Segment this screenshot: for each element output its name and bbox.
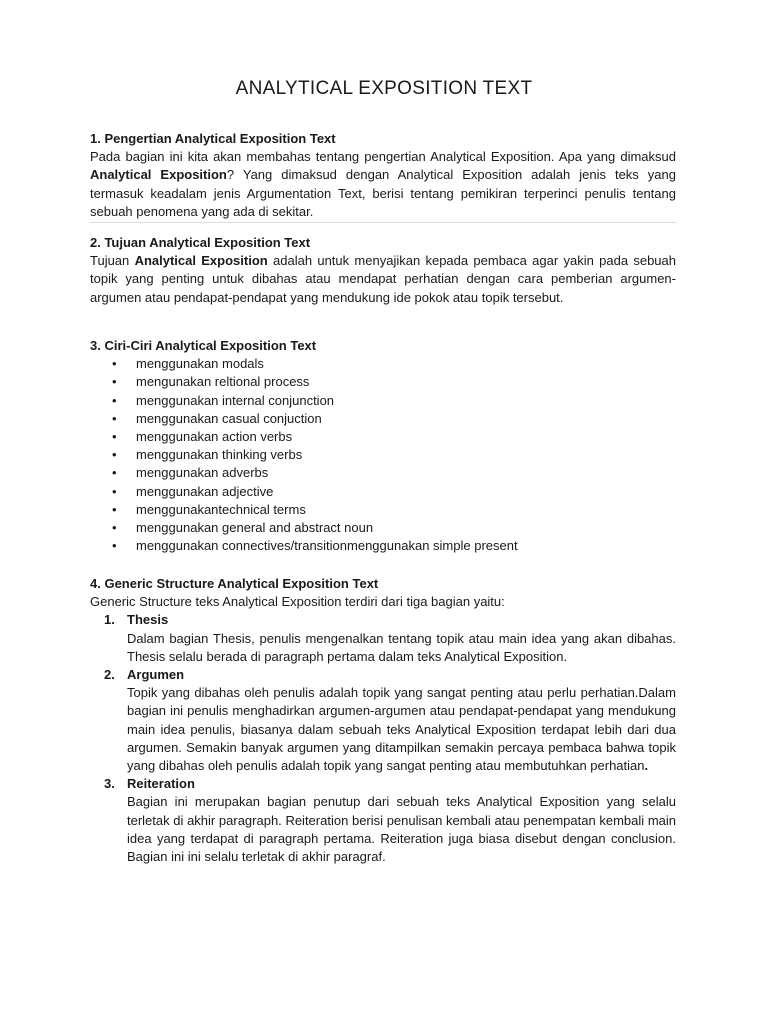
list-item: [90, 355, 676, 373]
bold-term: Analytical Exposition: [134, 253, 268, 269]
list-item-text: menggunakan modals: [136, 356, 264, 372]
list-item-text: menggunakan general and abstract noun: [136, 520, 374, 536]
section-intro: Generic Structure teks Analytical Exposition terdiri dari tiga bagian yaitu:: [90, 594, 505, 610]
bold-term: Analytical Exposition: [90, 167, 227, 183]
item-label: Reiteration: [127, 776, 195, 792]
paragraph-text: Pada bagian ini kita akan membahas tentang pengertian Analytical Exposition. Apa yang dimaksud: [90, 149, 676, 165]
bullet-icon: •: [112, 483, 117, 499]
paragraph-text: adalah untuk menyajikan kepada pembaca agar yakin pada sebuah topik yang penting untuk dibahas atau mendapat perhatian dengan cara pemberian argumen-argumen atau pendapat-pendapat yang mendukung ide pokok atau topik tersebut.: [90, 253, 676, 305]
list-item: [90, 537, 676, 555]
list-item-text: mengunakan reltional process: [136, 374, 310, 390]
item-body-end: .: [644, 758, 649, 774]
structure-item-thesis: [90, 611, 676, 629]
list-item: [90, 483, 676, 501]
section-paragraph: [90, 148, 676, 223]
item-label: Argumen: [127, 667, 185, 683]
item-number: 1.: [104, 612, 115, 628]
section-heading: 1. Pengertian Analytical Exposition Text: [90, 131, 336, 146]
list-item: [90, 392, 676, 410]
section-pengertian: [90, 130, 676, 223]
section-heading: 3. Ciri-Ciri Analytical Exposition Text: [90, 338, 317, 353]
list-item: [90, 428, 676, 446]
section-paragraph: [90, 252, 676, 307]
item-body: Dalam bagian Thesis, penulis mengenalkan tentang topik atau main idea yang akan dibahas. Thesis selalu berada di paragraph pertama dalam teks Analytical Exposition.: [127, 630, 676, 664]
structure-item-reiteration: [90, 775, 676, 793]
list-item: [90, 373, 676, 391]
list-item-text: menggunakan thinking verbs: [136, 447, 303, 463]
list-item-text: menggunakan action verbs: [136, 429, 293, 445]
section-tujuan: [90, 234, 676, 307]
list-item: [90, 410, 676, 428]
bullet-icon: •: [112, 356, 117, 372]
item-body: [90, 684, 676, 775]
bullet-icon: •: [112, 538, 117, 554]
document-title: ANALYTICAL EXPOSITION TEXT: [235, 78, 533, 99]
paragraph-text: ? Yang dimaksud dengan Analytical Exposition adalah jenis teks yang termasuk keadalam jenis Argumentation Text, berisi tentang pemikiran terperinci penulis tentang sebuah penomena yang ada di sekitar.: [90, 167, 676, 219]
item-number: 3.: [104, 776, 115, 792]
structure-item-argumen: [90, 666, 676, 684]
list-item: [90, 519, 676, 537]
bullet-icon: •: [112, 392, 117, 408]
item-body-text: Topik yang dibahas oleh penulis adalah topik yang sangat penting atau perlu perhatian.Dalam bagian ini penulis menghadirkan argumen-argumen atau pendapat-pendapat yang mendukung main idea penulis, biasanya dalam sebuah teks Analytical Exposition terdapat lebih dari dua argumen. Semakin banyak argumen yang ditampilkan semakin percaya pembaca bahwa topik yang dibahas oleh penulis adalah topik yang sangat penting atau membutuhkan perhatian: [127, 685, 676, 774]
section-heading: 2. Tujuan Analytical Exposition Text: [90, 235, 311, 250]
list-item: [90, 446, 676, 464]
section-ciri-ciri: [90, 337, 676, 555]
bullet-icon: •: [112, 465, 117, 481]
item-number: 2.: [104, 667, 115, 683]
list-item-text: menggunakan casual conjuction: [136, 410, 322, 426]
bullet-icon: •: [112, 447, 117, 463]
paragraph-text: Tujuan: [90, 253, 135, 269]
bullet-icon: •: [112, 429, 117, 445]
list-item-text: menggunakantechnical terms: [136, 501, 306, 517]
section-heading: 4. Generic Structure Analytical Exposition Text: [90, 576, 379, 591]
bullet-icon: •: [112, 520, 117, 536]
bullet-icon: •: [112, 410, 117, 426]
bullet-icon: •: [112, 374, 117, 390]
list-item-text: menggunakan internal conjunction: [136, 392, 335, 408]
list-item-text: menggunakan connectives/transitionmenggunakan simple present: [136, 538, 518, 554]
list-item-text: menggunakan adjective: [136, 483, 274, 499]
feature-list: [90, 355, 676, 555]
item-label: Thesis: [127, 612, 169, 628]
list-item: [90, 464, 676, 482]
item-body: Bagian ini merupakan bagian penutup dari sebuah teks Analytical Exposition yang selalu terletak di akhir paragraph. Reiteration berisi penulisan kembali atau penempatan kembali main idea yang terdapat di paragraph pertama. Reiteration juga biasa disebut dengan conclusion. Bagian ini ini selalu terletak di akhir paragraf.: [127, 794, 676, 865]
bullet-icon: •: [112, 501, 117, 517]
section-generic-structure: [90, 575, 676, 866]
list-item-text: menggunakan adverbs: [136, 465, 269, 481]
list-item: [90, 501, 676, 519]
